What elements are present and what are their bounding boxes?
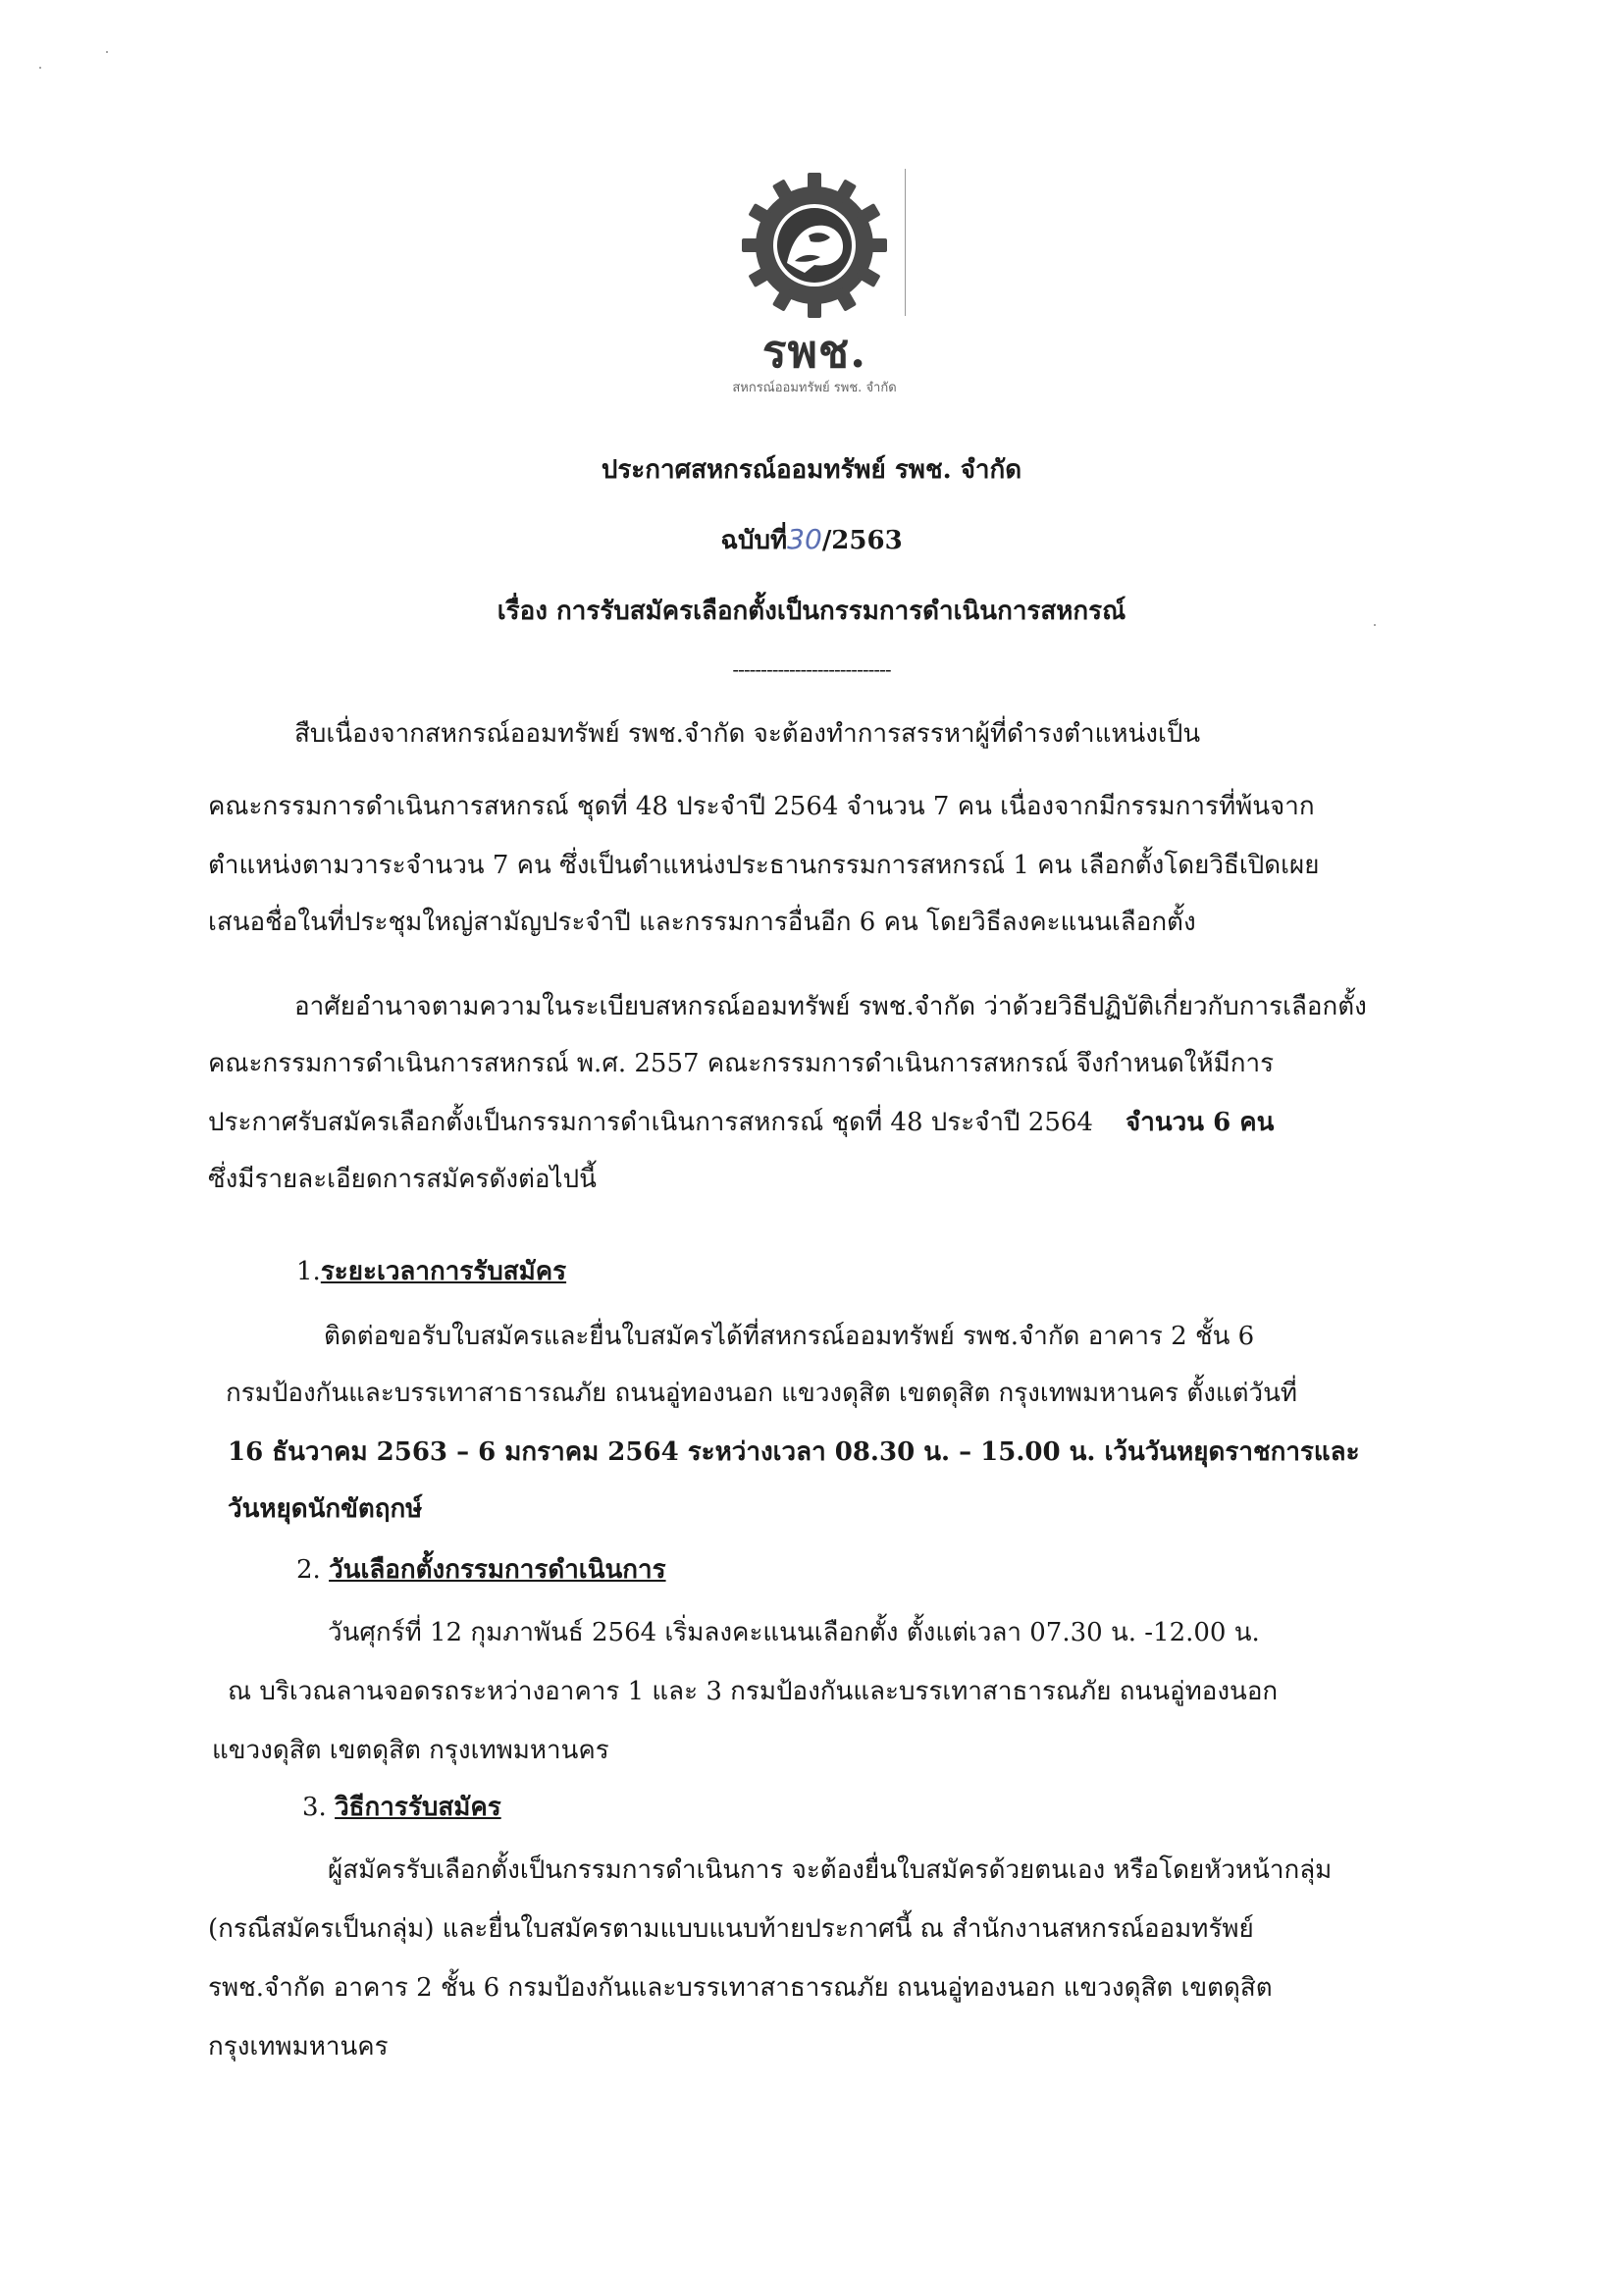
section-2-title: วันเลือกตั้งกรรมการดำเนินการ	[329, 1555, 666, 1585]
section-3-heading	[302, 1792, 501, 1823]
section-3-line: (กรณีสมัครเป็นกลุ่ม) และยื่นใบสมัครตามแบบแนบท้ายประกาศนี้ ณ สำนักงานสหกรณ์ออมทรัพย์	[208, 1914, 1254, 1944]
issue-handwritten-number: 30	[787, 523, 822, 555]
paragraph-1-line: สืบเนื่องจากสหกรณ์ออมทรัพย์ รพช.จำกัด จะต้องทำการสรรหาผู้ที่ดำรงตำแหน่งเป็น	[294, 719, 1201, 749]
vertical-rule	[905, 169, 906, 316]
paragraph-1-line: ตำแหน่งตามวาระจำนวน 7 คน ซึ่งเป็นตำแหน่งประธานกรรมการสหกรณ์ 1 คน เลือกตั้งโดยวิธีเปิดเผย	[208, 851, 1320, 880]
application-period: 16 ธันวาคม 2563 – 6 มกราคม 2564 ระหว่างเวลา 08.30 น. – 15.00 น. เว้นวันหยุดราชการและ	[228, 1437, 1360, 1467]
logo-abbreviation: รพช.	[761, 325, 867, 378]
issue-prefix: ฉบับที่	[720, 526, 788, 555]
cooperative-logo	[726, 167, 903, 397]
announcement-title: ประกาศสหกรณ์ออมทรัพย์ รพช. จำกัด	[601, 455, 1022, 485]
section-1-number: 1.	[296, 1257, 321, 1286]
gear-emblem-icon	[736, 167, 893, 324]
title-divider: ----------------------------	[732, 657, 891, 681]
paragraph-2-line	[208, 1107, 1274, 1138]
section-3-line: ผู้สมัครรับเลือกตั้งเป็นกรรมการดำเนินการ จะต้องยื่นใบสมัครด้วยตนเอง หรือโดยหัวหน้ากลุ่ม	[328, 1855, 1333, 1885]
scan-speck	[106, 51, 108, 53]
paragraph-2-line: ซึ่งมีรายละเอียดการสมัครดังต่อไปนี้	[208, 1165, 597, 1194]
paragraph-2-text: ประกาศรับสมัครเลือกตั้งเป็นกรรมการดำเนินการสหกรณ์ ชุดที่ 48 ประจำปี 2564	[208, 1108, 1093, 1137]
section-1-line: กรมป้องกันและบรรเทาสาธารณภัย ถนนอู่ทองนอก แขวงดุสิต เขตดุสิต กรุงเทพมหานคร ตั้งแต่วันที่	[226, 1379, 1298, 1408]
section-1-title: ระยะเวลาการรับสมัคร	[320, 1257, 567, 1286]
section-1-heading	[296, 1256, 566, 1287]
paragraph-2-line: อาศัยอำนาจตามความในระเบียบสหกรณ์ออมทรัพย์ รพช.จำกัด ว่าด้วยวิธีปฏิบัติเกี่ยวกับการเลือกตั้ง	[294, 992, 1367, 1021]
paragraph-1-line: คณะกรรมการดำเนินการสหกรณ์ ชุดที่ 48 ประจำปี 2564 จำนวน 7 คน เนื่องจากมีกรรมการที่พ้นจาก	[208, 792, 1315, 821]
paragraph-2-line: คณะกรรมการดำเนินการสหกรณ์ พ.ศ. 2557 คณะกรรมการดำเนินการสหกรณ์ จึงกำหนดให้มีการ	[208, 1049, 1275, 1078]
issue-number	[0, 520, 1623, 560]
section-1-line: ติดต่อขอรับใบสมัครและยื่นใบสมัครได้ที่สหกรณ์ออมทรัพย์ รพช.จำกัด อาคาร 2 ชั้น 6	[324, 1322, 1255, 1351]
paragraph-1-line: เสนอชื่อในที่ประชุมใหญ่สามัญประจำปี และกรรมการอื่นอีก 6 คน โดยวิธีลงคะแนนเลือกตั้ง	[208, 908, 1196, 937]
issue-year: /2563	[821, 526, 903, 555]
section-3-line: รพช.จำกัด อาคาร 2 ชั้น 6 กรมป้องกันและบรรเทาสาธารณภัย ถนนอู่ทองนอก แขวงดุสิต เขตดุสิต	[208, 1973, 1273, 2003]
section-3-title: วิธีการรับสมัคร	[335, 1793, 501, 1822]
section-3-line: กรุงเทพมหานคร	[208, 2032, 389, 2061]
section-2-heading	[296, 1554, 666, 1586]
section-2-line: ณ บริเวณลานจอดรถระหว่างอาคาร 1 และ 3 กรมป้องกันและบรรเทาสาธารณภัย ถนนอู่ทองนอก	[228, 1677, 1279, 1706]
section-2-line: แขวงดุสิต เขตดุสิต กรุงเทพมหานคร	[212, 1736, 609, 1765]
application-period: วันหยุดนักขัตฤกษ์	[228, 1494, 423, 1524]
section-3-number: 3.	[302, 1793, 327, 1822]
candidate-count: จำนวน 6 คน	[1126, 1108, 1275, 1137]
announcement-subject: เรื่อง การรับสมัครเลือกตั้งเป็นกรรมการดำเนินการสหกรณ์	[497, 597, 1126, 626]
section-2-number: 2.	[296, 1555, 321, 1585]
logo-subtitle: สหกรณ์ออมทรัพย์ รพช. จำกัด	[732, 381, 897, 395]
section-2-line: วันศุกร์ที่ 12 กุมภาพันธ์ 2564 เริ่มลงคะแนนเลือกตั้ง ตั้งแต่เวลา 07.30 น. -12.00 น.	[328, 1618, 1260, 1647]
scan-speck	[39, 67, 41, 69]
